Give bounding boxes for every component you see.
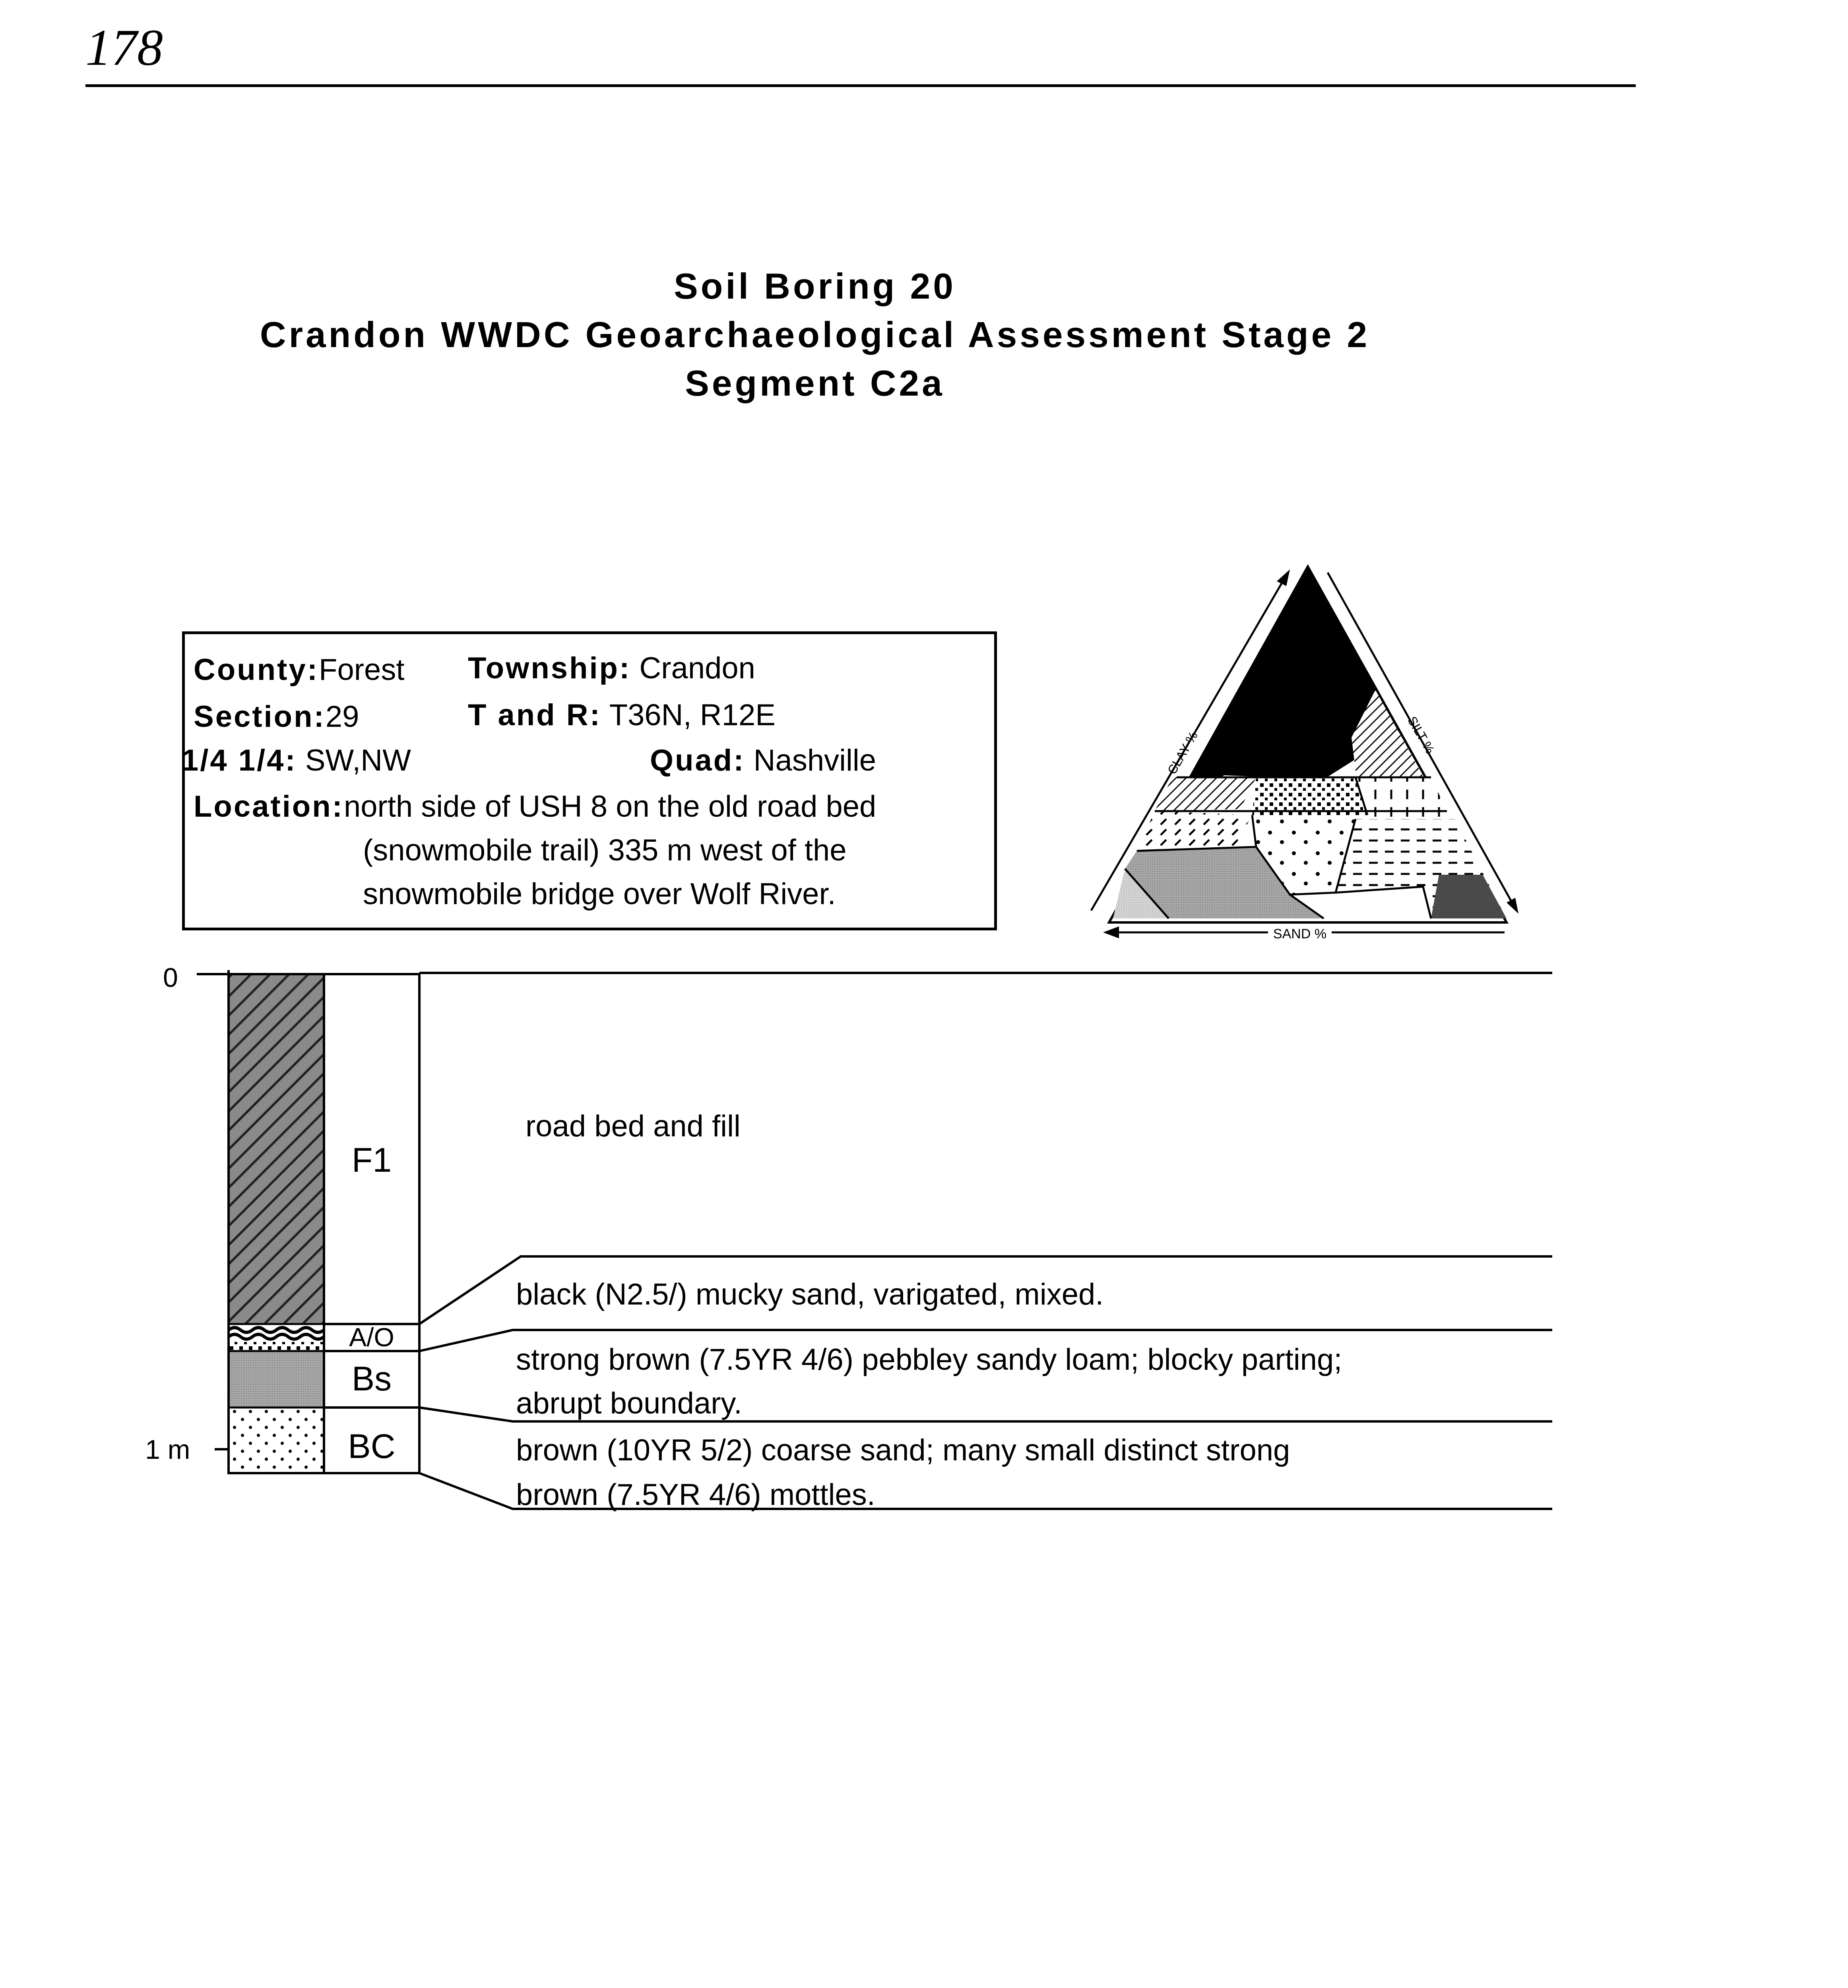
tr-label: T and R:	[468, 698, 601, 732]
horizon-ao-label: A/O	[349, 1322, 394, 1352]
township-value: Crandon	[639, 651, 755, 685]
depth-label-top: 0	[163, 963, 178, 993]
quarter-value: SW,NW	[305, 744, 411, 777]
horizon-f1-label: F1	[351, 1141, 392, 1179]
horizon-bs-description-line-1: strong brown (7.5YR 4/6) pebbley sandy loam; blocky parting;	[516, 1343, 1342, 1376]
horizon-boundaries	[419, 973, 1552, 1512]
horizon-bc-description-line-1: brown (10YR 5/2) coarse sand; many small distinct strong	[516, 1433, 1290, 1467]
texture-triangle	[1091, 567, 1518, 942]
silt-axis-label: SILT %	[1404, 714, 1438, 756]
bc-lithology	[229, 1408, 324, 1473]
silty-clay-loam-zone	[1355, 777, 1451, 819]
clay-axis-label: CLAY %	[1164, 729, 1201, 777]
location-line-1: north side of USH 8 on the old road bed	[343, 790, 876, 823]
bs-lithology	[229, 1351, 324, 1408]
quarter-label: 1/4 1/4:	[182, 744, 297, 777]
clay-loam-zone	[1252, 777, 1367, 815]
lithology-column	[229, 974, 324, 1473]
county-label: County:	[194, 653, 319, 687]
section-value: 29	[325, 700, 359, 734]
f1-lithology	[229, 974, 324, 1324]
horizon-bc-description-line-2: brown (7.5YR 4/6) mottles.	[516, 1478, 875, 1512]
location-line-2: (snowmobile trail) 335 m west of the	[363, 833, 847, 867]
depth-axis	[197, 970, 229, 1473]
sandy-clay-loam-zone	[1137, 811, 1252, 851]
title-line-1: Soil Boring 20	[674, 266, 956, 307]
title-line-2: Crandon WWDC Geoarchaeological Assessment Stage 2	[260, 315, 1370, 355]
silt-zone	[1431, 875, 1507, 918]
sandy-clay-zone	[1155, 777, 1256, 811]
township-label: Township:	[468, 651, 631, 685]
location-label: Location:	[194, 790, 344, 823]
horizon-ao-description: black (N2.5/) mucky sand, varigated, mixed.	[516, 1277, 1104, 1311]
county-value: Forest	[319, 653, 405, 687]
quad-value: Nashville	[753, 744, 876, 777]
location-line-3: snowmobile bridge over Wolf River.	[363, 877, 836, 911]
depth-label-bottom: 1 m	[145, 1435, 190, 1465]
horizon-label-column	[324, 974, 419, 1473]
horizon-f1-description: road bed and fill	[526, 1109, 741, 1143]
tr-value: T36N, R12E	[609, 698, 776, 732]
sand-axis-label: SAND %	[1273, 926, 1327, 942]
horizon-bs-label: Bs	[351, 1360, 392, 1398]
section-label: Section:	[194, 700, 326, 734]
horizon-bc-label: BC	[348, 1427, 396, 1466]
horizon-bs-description-line-2: abrupt boundary.	[516, 1386, 742, 1420]
page-number: 178	[85, 19, 163, 76]
quad-label: Quad:	[650, 744, 745, 777]
title-line-3: Segment C2a	[685, 363, 945, 404]
